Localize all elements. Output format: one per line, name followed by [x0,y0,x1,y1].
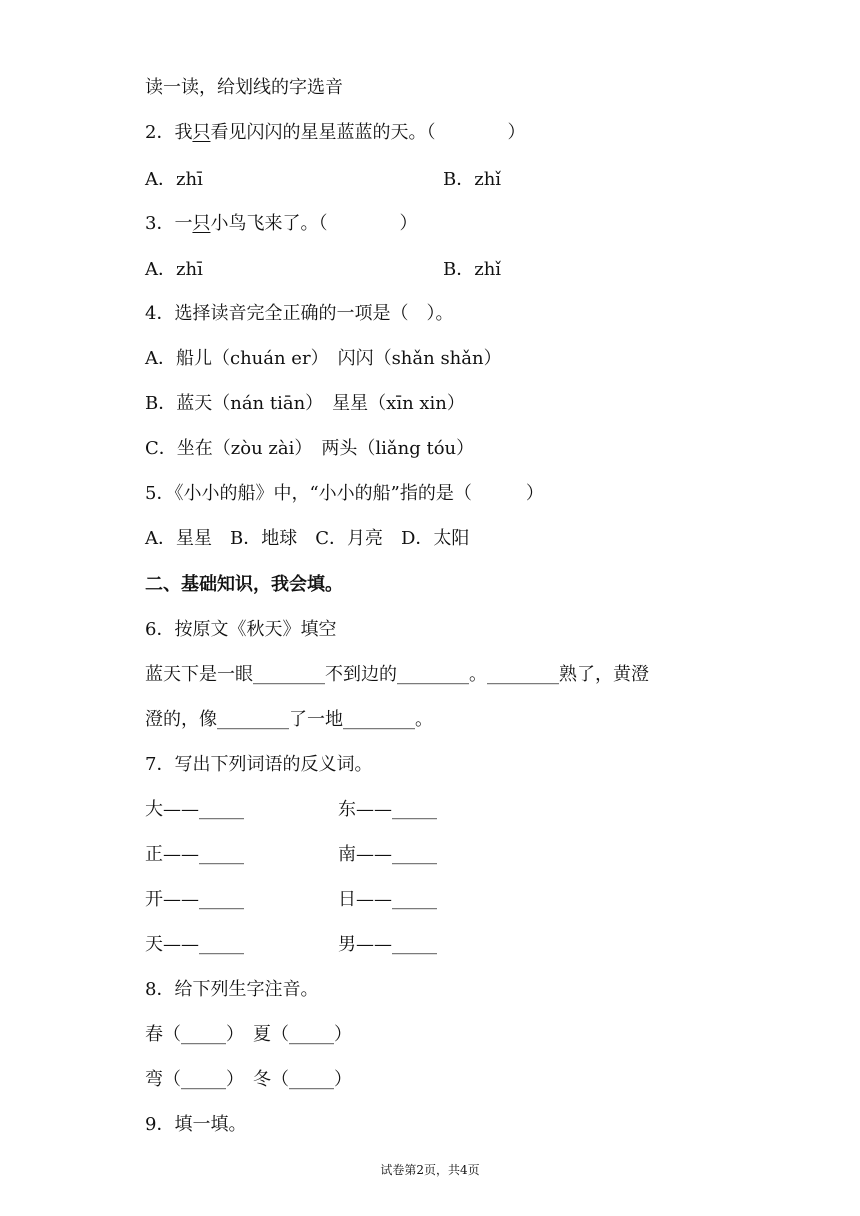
question-8: 8．给下列生字注音。 [145,979,319,1000]
q7-antonym-left: 开——_____ [145,889,244,910]
q2-underlined-char: 只 [192,122,211,143]
question-7: 7．写出下列词语的反义词。 [145,754,373,775]
q2-suffix: 看见闪闪的星星蓝蓝的天。（ ） [210,122,526,143]
q7-antonym-right: 日——_____ [338,889,437,910]
q8-row-2: 弯（_____） 冬（_____） [145,1069,352,1090]
q5-options: A．星星 B．地球 C．月亮 D．太阳 [145,528,470,549]
q7-antonym-left: 大——_____ [145,799,244,820]
q7-antonym-right: 男——_____ [338,934,437,955]
q7-row [145,843,437,867]
q7-row [145,798,437,822]
q6-fill-line-1: 蓝天下是一眼________不到边的________。________熟了，黄澄 [145,664,649,685]
q3-prefix: 3．一 [145,213,193,234]
q3-underlined-char: 只 [192,213,211,234]
q7-antonym-left: 正——_____ [145,844,244,865]
q4-option-b: B．蓝天（nán tiān） 星星（xīn xin） [145,393,465,414]
q4-option-c: C．坐在（zòu zài） 两头（liǎng tóu） [145,438,475,459]
q7-antonym-right: 东——_____ [338,799,437,820]
question-2 [145,121,525,145]
q7-row [145,933,437,957]
q2-option-b: B．zhǐ [443,169,502,190]
q4-option-a: A．船儿（chuán er） 闪闪（shǎn shǎn） [145,348,502,369]
intro-instruction: 读一读，给划线的字选音 [145,77,343,98]
q6-fill-line-2: 澄的，像________了一地________。 [145,709,433,730]
q3-options [145,258,502,282]
question-5: 5．《小小的船》中，“小小的船”指的是（ ） [145,483,544,504]
question-3 [145,212,417,236]
q2-options [145,168,502,192]
q7-row [145,888,437,912]
section-2-heading: 二、基础知识，我会填。 [145,574,343,595]
question-9: 9．填一填。 [145,1114,247,1135]
q3-suffix: 小鸟飞来了。（ ） [210,213,418,234]
question-4: 4．选择读音完全正确的一项是（ ）。 [145,303,454,324]
q2-option-a: A．zhī [145,169,203,190]
q3-option-b: B．zhǐ [443,259,502,280]
question-6: 6．按原文《秋天》填空 [145,619,337,640]
q8-row-1: 春（_____） 夏（_____） [145,1024,352,1045]
q7-antonym-left: 天——_____ [145,934,244,955]
q3-option-a: A．zhī [145,259,203,280]
q7-antonym-right: 南——_____ [338,844,437,865]
q2-prefix: 2．我 [145,122,193,143]
page-footer: 试卷第2页，共4页 [380,1163,480,1177]
